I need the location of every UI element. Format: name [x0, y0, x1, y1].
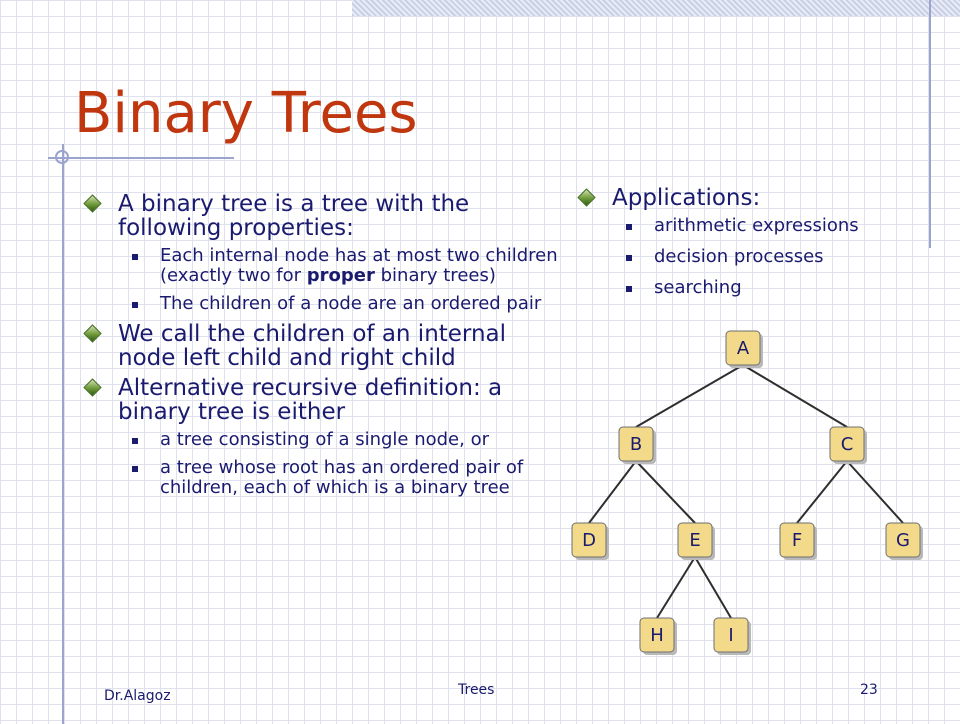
- tree-edge-a-c: [743, 365, 847, 427]
- node-label: D: [582, 530, 596, 551]
- tree-node-e: [678, 523, 715, 560]
- bullet-text: Alternative recursive definition: a binary tree is either: [118, 375, 503, 425]
- tree-edge-e-i: [695, 557, 731, 618]
- node-label: F: [791, 530, 803, 551]
- footer-topic: Trees: [458, 682, 495, 698]
- bullet-text: a tree consisting of a single node, or: [160, 429, 489, 450]
- tree-edge-e-h: [657, 557, 695, 618]
- bullet-text: Each internal node has at most two children (exactly two for: [160, 245, 558, 286]
- tree-edge-c-g: [847, 461, 903, 523]
- bullet-text: decision processes: [654, 246, 824, 267]
- bold-term: proper: [306, 265, 375, 286]
- bullet-text: searching: [654, 277, 742, 298]
- tree-edge-b-e: [636, 461, 695, 523]
- tree-node-d: [572, 523, 609, 560]
- tree-node-i: [714, 618, 751, 655]
- slide-title: Binary Trees: [74, 81, 418, 146]
- node-label: C: [840, 434, 854, 455]
- tree-edge-c-f: [797, 461, 847, 523]
- node-label: G: [896, 530, 910, 551]
- bullet-text: arithmetic expressions: [654, 215, 859, 236]
- tree-node-h: [640, 618, 677, 655]
- bullet-text: Applications:: [612, 185, 761, 211]
- node-label: B: [629, 434, 643, 455]
- footer-author: Dr.Alagoz: [104, 688, 171, 704]
- bullet-text: a tree whose root has an ordered pair of children, each of which is a binary tree: [160, 457, 524, 498]
- node-label: A: [736, 338, 750, 359]
- node-label: H: [650, 625, 664, 646]
- footer-page-number: 23: [860, 682, 878, 698]
- tree-node-a: [726, 331, 763, 368]
- node-label: I: [728, 625, 734, 646]
- tree-node-b: [619, 427, 656, 464]
- tree-edge-b-d: [589, 461, 636, 523]
- tree-node-f: [780, 523, 817, 560]
- tree-node-c: [830, 427, 867, 464]
- bullet-text: We call the children of an internal node left child and right child: [118, 321, 507, 371]
- tree-node-g: [886, 523, 923, 560]
- bullet-text: A binary tree is a tree with the following properties:: [118, 191, 470, 241]
- node-label: E: [689, 530, 701, 551]
- bullet-text: The children of a node are an ordered pair: [160, 293, 542, 314]
- bullet-text: binary trees): [374, 265, 496, 286]
- tree-edge-a-b: [636, 365, 743, 427]
